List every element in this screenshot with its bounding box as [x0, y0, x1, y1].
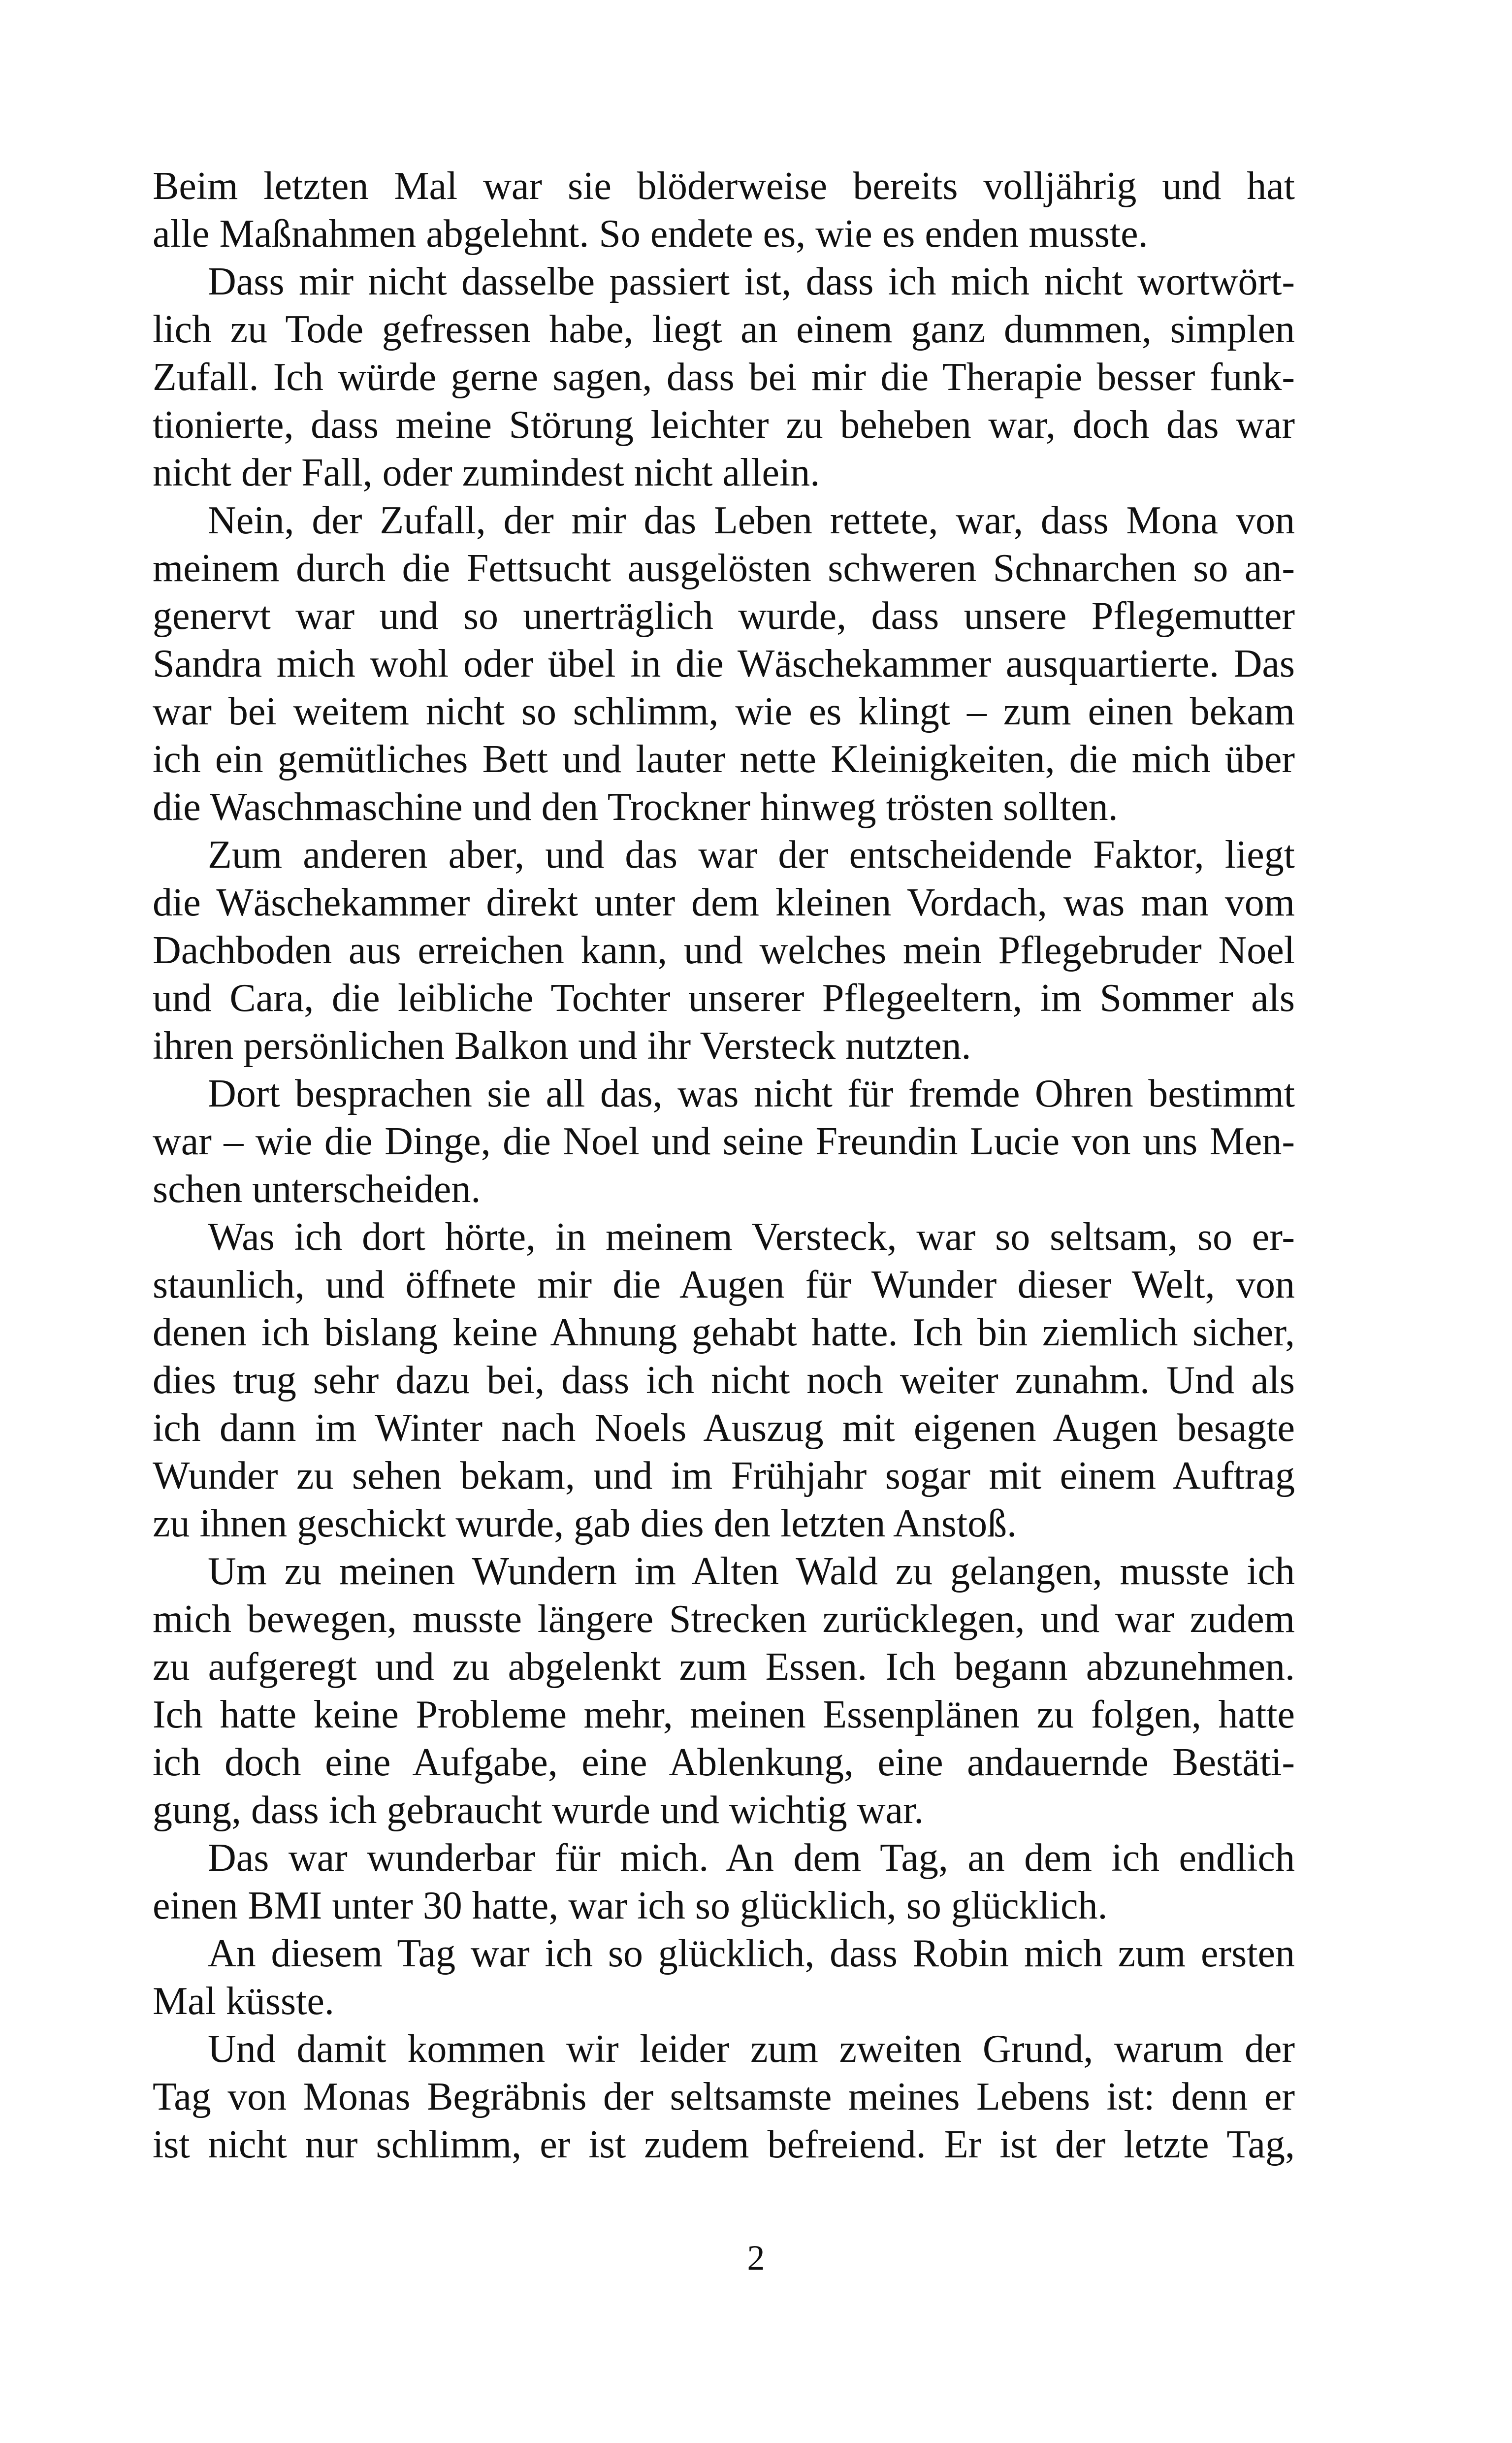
text-line: die Wäschekammer direkt unter dem kleinen Vordach, was man vom [153, 881, 1295, 924]
text-line: ich ein gemütliches Bett und lauter nette Kleinigkeiten, die mich über [153, 738, 1295, 781]
text-line: ich doch eine Aufgabe, eine Ablenkung, eine andauernde Bestäti- [153, 1741, 1295, 1784]
text-line: Zum anderen aber, und das war der entscheidende Faktor, liegt [208, 833, 1295, 877]
text-line: meinem durch die Fettsucht ausgelösten schweren Schnarchen so an- [153, 547, 1295, 590]
text-line: Ich hatte keine Probleme mehr, meinen Essenplänen zu folgen, hatte [153, 1693, 1295, 1736]
text-line: Dass mir nicht dasselbe passiert ist, dass ich mich nicht wortwört- [208, 260, 1295, 303]
text-line: lich zu Tode gefressen habe, liegt an einem ganz dummen, simplen [153, 308, 1295, 351]
page-number: 2 [747, 2238, 765, 2278]
paragraph [153, 497, 1295, 831]
text-line: einen BMI unter 30 hatte, war ich so glücklich, so glücklich. [153, 1884, 1108, 1927]
text-line: ihren persönlichen Balkon und ihr Versteck nutzten. [153, 1024, 971, 1068]
paragraph [153, 163, 1295, 258]
paragraph [153, 1070, 1295, 1213]
paragraph [153, 831, 1295, 1070]
paragraph [153, 1213, 1295, 1548]
text-line: ist nicht nur schlimm, er ist zudem befreiend. Er ist der letzte Tag, [153, 2123, 1295, 2166]
text-line: nicht der Fall, oder zumindest nicht allein. [153, 451, 820, 494]
text-line: Zufall. Ich würde gerne sagen, dass bei mir die Therapie besser funk- [153, 356, 1295, 399]
paragraph [153, 258, 1295, 497]
text-line: Das war wunderbar für mich. An dem Tag, an dem ich endlich [208, 1836, 1295, 1880]
paragraph [153, 2025, 1295, 2169]
text-line: An diesem Tag war ich so glücklich, dass Robin mich zum ersten [208, 1932, 1295, 1975]
text-line: Um zu meinen Wundern im Alten Wald zu gelangen, musste ich [208, 1550, 1295, 1593]
text-line: Was ich dort hörte, in meinem Versteck, war so seltsam, so er- [208, 1215, 1295, 1259]
text-line: Dachboden aus erreichen kann, und welches mein Pflegebruder Noel [153, 929, 1295, 972]
text-line: Wunder zu sehen bekam, und im Frühjahr sogar mit einem Auftrag [153, 1454, 1295, 1498]
text-line: genervt war und so unerträglich wurde, dass unsere Pflegemutter [153, 594, 1295, 638]
paragraph [153, 1548, 1295, 1834]
text-line: war bei weitem nicht so schlimm, wie es klingt – zum einen bekam [153, 690, 1295, 733]
text-line: Tag von Monas Begräbnis der seltsamste meines Lebens ist: denn er [153, 2075, 1295, 2118]
text-line: mich bewegen, musste längere Strecken zurücklegen, und war zudem [153, 1597, 1295, 1641]
text-line: zu ihnen geschickt wurde, gab dies den letzten Anstoß. [153, 1502, 1017, 1545]
text-line: dies trug sehr dazu bei, dass ich nicht noch weiter zunahm. Und als [153, 1359, 1295, 1402]
text-line: schen unterscheiden. [153, 1168, 481, 1211]
text-line: Dort besprachen sie all das, was nicht für fremde Ohren bestimmt [208, 1072, 1295, 1115]
text-line: alle Maßnahmen abgelehnt. So endete es, wie es enden musste. [153, 212, 1148, 256]
text-line: zu aufgeregt und zu abgelenkt zum Essen. Ich begann abzunehmen. [153, 1645, 1295, 1689]
text-line: Und damit kommen wir leider zum zweiten Grund, warum der [208, 2027, 1295, 2071]
text-line: staunlich, und öffnete mir die Augen für Wunder dieser Welt, von [153, 1263, 1295, 1306]
text-line: gung, dass ich gebraucht wurde und wichtig war. [153, 1789, 924, 1832]
text-line: Sandra mich wohl oder übel in die Wäschekammer ausquartierte. Das [153, 642, 1295, 685]
text-line: Mal küsste. [153, 1980, 334, 2023]
text-line: die Waschmaschine und den Trockner hinweg trösten sollten. [153, 785, 1118, 829]
paragraph [153, 1834, 1295, 1930]
text-line: und Cara, die leibliche Tochter unserer Pflegeeltern, im Sommer als [153, 977, 1295, 1020]
text-line: Nein, der Zufall, der mir das Leben rettete, war, dass Mona von [208, 499, 1295, 542]
text-line: war – wie die Dinge, die Noel und seine Freundin Lucie von uns Men- [153, 1120, 1295, 1163]
text-line: denen ich bislang keine Ahnung gehabt hatte. Ich bin ziemlich sicher, [153, 1311, 1295, 1354]
text-line: Beim letzten Mal war sie blöderweise bereits volljährig und hat [153, 164, 1295, 208]
text-line: ich dann im Winter nach Noels Auszug mit eigenen Augen besagte [153, 1406, 1295, 1450]
text-line: tionierte, dass meine Störung leichter zu beheben war, doch das war [153, 403, 1295, 447]
body-text [153, 163, 1295, 2169]
paragraph [153, 1930, 1295, 2025]
